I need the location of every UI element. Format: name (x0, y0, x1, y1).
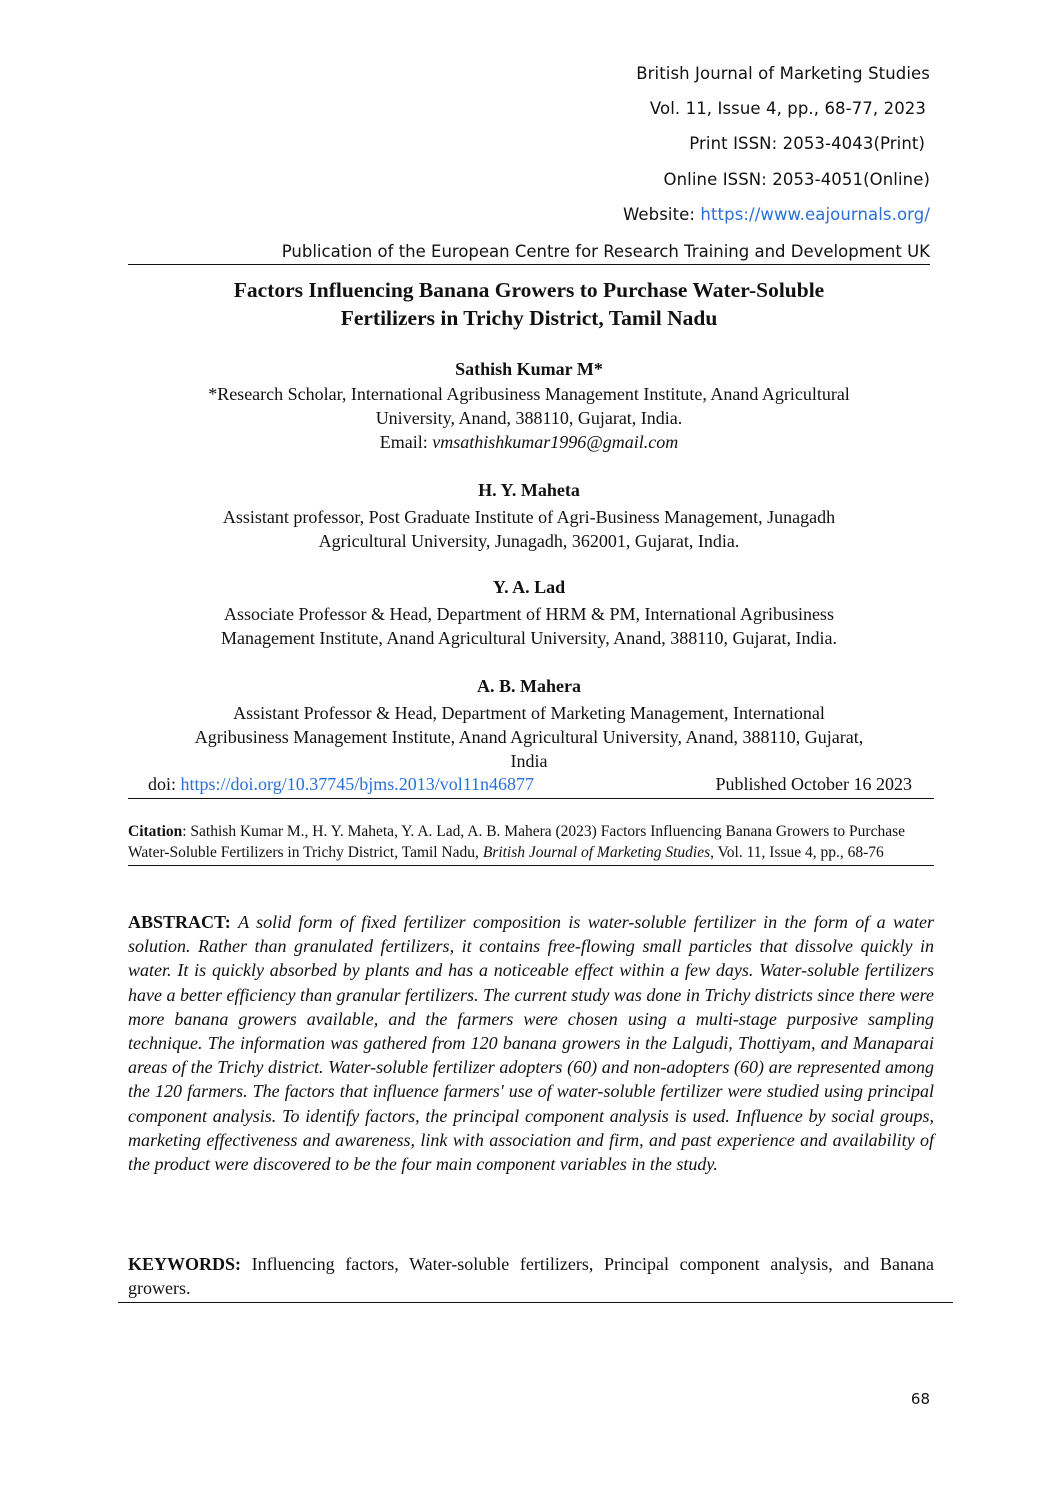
author-name: Sathish Kumar M* (455, 359, 603, 379)
page-number: 68 (910, 1390, 930, 1408)
website-line (623, 205, 930, 224)
citation-text: : Sathish Kumar M., H. Y. Maheta, Y. A. Lad, A. B. Mahera (2023) Factors Influencing Banana Growers to Purchase Water-Soluble Fertilizers in Trichy District, Tamil Nadu, (128, 823, 906, 861)
doi-link[interactable]: https://doi.org/10.37745/bjms.2013/vol11n46877 (180, 774, 535, 794)
abstract (128, 910, 934, 1176)
author-affiliation (100, 701, 958, 773)
print-issn: Print ISSN: 2053-4043(Print) (689, 134, 925, 153)
online-issn: Online ISSN: 2053-4051(Online) (663, 170, 930, 189)
email-label: Email: (379, 432, 433, 452)
journal-name: British Journal of Marketing Studies (636, 64, 930, 83)
affiliation-line: Agricultural University, Junagadh, 362001, Gujarat, India. (318, 531, 740, 551)
doi-row (128, 774, 934, 799)
doi-label: doi: (148, 774, 181, 794)
affiliation-line: Assistant professor, Post Graduate Institute of Agri-Business Management, Junagadh (222, 507, 836, 527)
paper-title (100, 276, 958, 332)
affiliation-line: India (510, 751, 548, 771)
email-address[interactable]: vmsathishkumar1996@gmail.com (432, 432, 679, 452)
title-line-2: Fertilizers in Trichy District, Tamil Nadu (340, 306, 718, 330)
keywords-text: Influencing factors, Water-soluble fertilizers, Principal component analysis, and Banana growers. (128, 1254, 934, 1299)
author-name: Y. A. Lad (492, 577, 566, 597)
doi (148, 774, 534, 795)
affiliation-line: Assistant Professor & Head, Department of Marketing Management, International (233, 703, 825, 723)
author-name: A. B. Mahera (477, 676, 581, 696)
author-affiliation (110, 602, 948, 650)
divider (118, 1302, 953, 1303)
published-date: Published October 16 2023 (715, 774, 912, 794)
volume-info: Vol. 11, Issue 4, pp., 68-77, 2023 (649, 99, 926, 118)
affiliation-line: Associate Professor & Head, Department of HRM & PM, International Agribusiness (224, 604, 834, 624)
citation-text-end: , Vol. 11, Issue 4, pp., 68-76 (710, 844, 884, 861)
email-line (110, 430, 948, 454)
author-affiliation (110, 505, 948, 553)
citation-label: Citation (128, 823, 183, 840)
citation (128, 821, 934, 866)
affiliation-line: *Research Scholar, International Agribusiness Management Institute, Anand Agricultural (208, 384, 850, 404)
website-link[interactable]: https://www.eajournals.org/ (700, 205, 930, 224)
abstract-label: ABSTRACT: (128, 912, 231, 932)
affiliation-line: Agribusiness Management Institute, Anand Agricultural University, Anand, 388110, Gujarat, (194, 727, 864, 747)
author-name: H. Y. Maheta (478, 480, 580, 500)
author-affiliation (110, 382, 948, 454)
affiliation-line: University, Anand, 388110, Gujarat, India. (375, 408, 683, 428)
website-label: Website: (622, 205, 701, 224)
citation-journal: British Journal of Marketing Studies (482, 844, 711, 861)
title-line-1: Factors Influencing Banana Growers to Purchase Water-Soluble (233, 278, 825, 302)
keywords-label: KEYWORDS: (128, 1254, 242, 1274)
abstract-text: A solid form of fixed fertilizer composition is water-soluble fertilizer in the form of a water solution. Rather than granulated fertilizers, it contains free-flowing small particles that dissolve quickly in water. It is quickly absorbed by plants and has a noticeable effect within a few days. Water-soluble fertilizers have a better efficiency than granular fertilizers. The current study was done in Trichy districts since there were more banana growers available, and the farmers were chosen using a multi-stage purposive sampling technique. The information was gathered from 120 banana growers in the Lalgudi, Thottiyam, and Manaparai areas of the Trichy district. Water-soluble fertilizer adopters (60) and non-adopters (60) are represented among the 120 farmers. The factors that influence farmers' use of water-soluble fertilizer were studied using principal component analysis. To identify factors, the principal component analysis is used. Influence by social groups, marketing effectiveness and awareness, link with association and firm, and past experience and availability of the product were discovered to be the four main component variables in the study. (128, 912, 935, 1175)
publisher-line: Publication of the European Centre for Research Training and Development UK (128, 242, 930, 265)
affiliation-line: Management Institute, Anand Agricultural University, Anand, 388110, Gujarat, India. (220, 628, 838, 648)
keywords (128, 1252, 934, 1300)
